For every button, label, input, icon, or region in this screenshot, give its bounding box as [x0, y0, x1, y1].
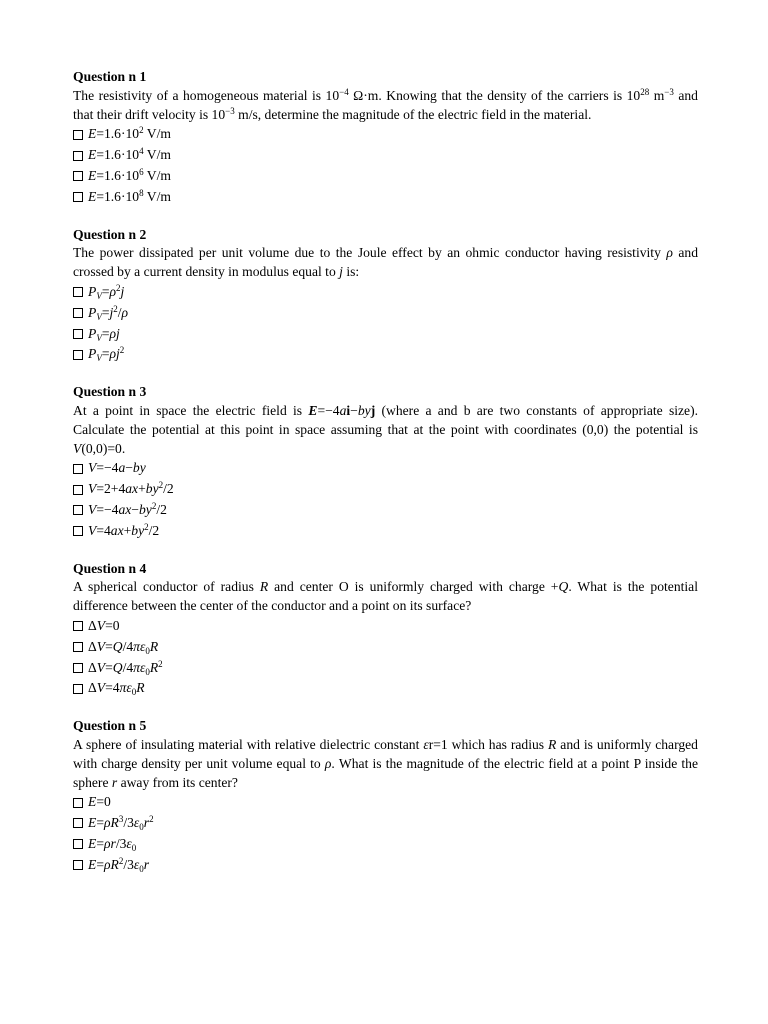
question-spacer [73, 542, 698, 560]
checkbox-icon[interactable] [73, 526, 83, 536]
answer-option-label: $E=1.6\cdot 10^6$ V/m [88, 166, 171, 183]
question-spacer [73, 208, 698, 226]
question-block [73, 717, 698, 875]
question-title: Question n 2 [73, 226, 147, 242]
checkbox-icon[interactable] [73, 350, 83, 360]
checkbox-icon[interactable] [73, 505, 83, 515]
checkbox-icon[interactable] [73, 684, 83, 694]
answer-option[interactable] [73, 678, 698, 699]
answer-option[interactable] [73, 124, 698, 145]
question-text: A spherical conductor of radius R and center O is uniformly charged with charge +Q. What is the potential difference between the center of the conductor and a point on its surface? [73, 579, 698, 614]
question-block [73, 68, 698, 226]
answer-option-label: $V=-4ax-by^2/2$ [88, 500, 167, 517]
answer-option-label: E=0 [88, 794, 111, 810]
answer-option-label: $E=1.6\cdot 10^4$ V/m [88, 146, 171, 163]
answer-option[interactable] [73, 637, 698, 658]
answer-option[interactable] [73, 344, 698, 365]
answer-option-label: $V=2+4ax+by^2/2$ [88, 480, 174, 497]
answer-option[interactable] [73, 834, 698, 855]
answer-option[interactable] [73, 616, 698, 637]
answer-options [73, 616, 698, 699]
answer-options [73, 282, 698, 365]
answer-option[interactable] [73, 282, 698, 303]
answer-option-label: $E=\rho R^3/3\varepsilon_0r^2$ [88, 814, 154, 833]
question-spacer [73, 365, 698, 383]
checkbox-icon[interactable] [73, 485, 83, 495]
answer-options [73, 124, 698, 207]
answer-option-label: $V=4ax+by^2/2$ [88, 521, 160, 538]
checkbox-icon[interactable] [73, 308, 83, 318]
answer-option-label: $E=\rho r/3\varepsilon_0$ [88, 835, 137, 853]
answer-option-label: $E=1.6\cdot 10^8$ V/m [88, 187, 171, 204]
question-text: The resistivity of a homogeneous material is $10^{-4}$ Ω·m. Knowing that the density of the carriers is $10^{28}$ $m^{-3}$ and that their drift velocity is $10^{-3}$ m/s, determine the magnitude of the electric field in the material. [73, 86, 698, 122]
quiz-page [73, 68, 698, 875]
question-block [73, 226, 698, 384]
answer-option[interactable] [73, 303, 698, 324]
answer-option-label: $P_V=\rho^2j$ [88, 282, 125, 301]
question-text: At a point in space the electric field is E=−4ai−byj (where a and b are two constants of appropriate size). Calculate the potential at this point in space assuming that at the point with coordinates (0,0) the potential is V(0,0)=0. [73, 402, 698, 456]
checkbox-icon[interactable] [73, 642, 83, 652]
checkbox-icon[interactable] [73, 130, 83, 140]
answer-option[interactable] [73, 145, 698, 166]
checkbox-icon[interactable] [73, 621, 83, 631]
checkbox-icon[interactable] [73, 860, 83, 870]
checkbox-icon[interactable] [73, 464, 83, 474]
question-title: Question n 4 [73, 560, 147, 576]
question-text: A sphere of insulating material with relative dielectric constant εr=1 which has radius R and is uniformly charged with charge density per unit volume equal to ρ. What is the magnitude of the electric field at a point P inside the sphere r away from its center? [73, 736, 699, 790]
answer-option[interactable] [73, 500, 698, 521]
answer-options [73, 792, 698, 875]
answer-option[interactable] [73, 479, 698, 500]
answer-option[interactable] [73, 813, 698, 834]
answer-option-label: $\Delta V=4\pi\varepsilon_0R$ [88, 680, 145, 698]
checkbox-icon[interactable] [73, 192, 83, 202]
checkbox-icon[interactable] [73, 287, 83, 297]
answer-option[interactable] [73, 324, 698, 345]
answer-option-label: $E=1.6\cdot 10^2$ V/m [88, 125, 171, 142]
answer-option[interactable] [73, 658, 698, 679]
answer-option-label: $\Delta V=Q/4\pi\varepsilon_0R^2$ [88, 658, 163, 677]
answer-option-label: $E=\rho R^2/3\varepsilon_0r$ [88, 855, 150, 874]
answer-option[interactable] [73, 855, 698, 876]
answer-option[interactable] [73, 187, 698, 208]
answer-options [73, 458, 698, 541]
checkbox-icon[interactable] [73, 663, 83, 673]
question-spacer [73, 699, 698, 717]
answer-option[interactable] [73, 166, 698, 187]
question-text: The power dissipated per unit volume due to the Joule effect by an ohmic conductor having resistivity ρ and crossed by a current density in modulus equal to j is: [73, 245, 698, 280]
checkbox-icon[interactable] [73, 171, 83, 181]
checkbox-icon[interactable] [73, 151, 83, 161]
question-block [73, 383, 698, 559]
answer-option-label: $\Delta V=Q/4\pi\varepsilon_0R$ [88, 638, 159, 656]
answer-option-label: V=−4a−by [88, 460, 146, 476]
answer-option[interactable] [73, 521, 698, 542]
question-title: Question n 3 [73, 384, 147, 400]
answer-option[interactable] [73, 792, 698, 813]
answer-option-label: $P_V=j^2/\rho$ [88, 303, 129, 322]
question-block [73, 560, 698, 718]
checkbox-icon[interactable] [73, 818, 83, 828]
answer-option-label: $P_V=\rho j^2$ [88, 345, 125, 364]
answer-option[interactable] [73, 458, 698, 479]
question-title: Question n 1 [73, 69, 147, 84]
answer-option-label: $P_V=\rho j$ [88, 325, 120, 343]
checkbox-icon[interactable] [73, 839, 83, 849]
checkbox-icon[interactable] [73, 329, 83, 339]
checkbox-icon[interactable] [73, 798, 83, 808]
answer-option-label: ΔV=0 [88, 617, 120, 633]
question-title: Question n 5 [73, 718, 147, 734]
